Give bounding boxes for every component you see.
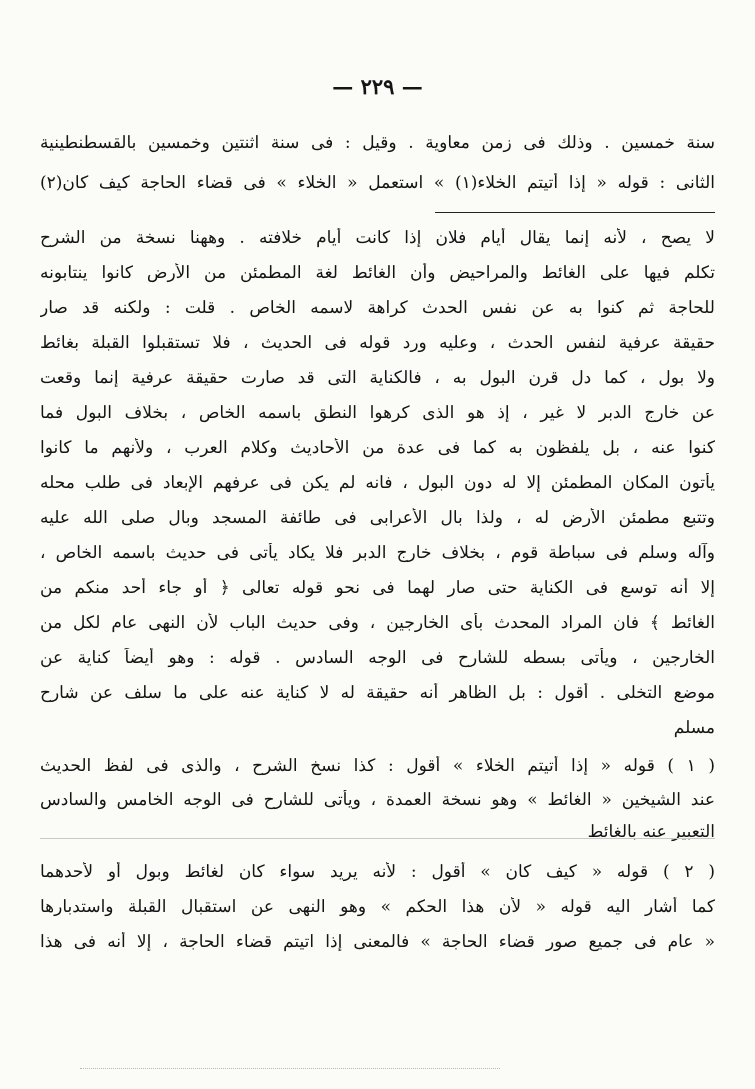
commentary-line-4: حقيقة عرفية لنفس الحدث ، وعليه ورد قوله فى الحديث ، فلا تستقبلوا القبلة بغائط [40,333,715,353]
section-divider [435,212,715,213]
commentary-line-6: عن خارج الدبر لا غير ، إذ هو الذى كرهوا النطق باسمه الخاص ، بخلاف البول فما [40,403,715,423]
footnote-1-line-1: ( ١ ) قوله « إذا أتيتم الخلاء » أقول : كذا نسخ الشرح ، والذى فى لفظ الحديث [40,756,715,776]
main-text-line-1: سنة خمسين . وذلك فى زمن معاوية . وقيل : فى سنة اثنتين وخمسين بالقسطنطينية [40,133,715,153]
commentary-line-2: تكلم فيها على الغائط والمراحيض وأن الغائط لغة المطمئن من الأرض كانوا ينتابونه [40,263,715,283]
commentary-line-10: وآله وسلم فى سباطة قوم ، بخلاف خارج الدبر فلا يكاد يأتى فى حديث باسمه الخاص ، [40,543,715,563]
commentary-line-11: إلا أنه توسع فى الكناية حتى صار لهما فى نحو قوله تعالى ﴿ أو جاء أحد منكم من [40,578,715,598]
page-smudge [80,1068,500,1069]
commentary-line-13: الخارجين ، ويأتى بسطه للشارح فى الوجه السادس . قوله : وهو أيضاً كناية عن [40,648,715,668]
page-number: — ٢٢٩ — [332,74,423,99]
commentary-line-5: ولا بول ، كما دل قرن البول به ، فالكناية التى قد صارت حقيقة عرفية إنما وقعت [40,368,715,388]
footnote-2-line-3: « عام فى جميع صور قضاء الحاجة » فالمعنى إذا اتيتم قضاء الحاجة ، إلا أنه فى هذا [40,932,715,952]
commentary-line-9: وتتبع مطمئن الأرض له ، ولذا بال الأعرابى فى طائفة المسجد وبال صلى الله عليه [40,508,715,528]
commentary-line-8: يأتون المكان المطمئن إلا له دون البول ، فانه لم يكن فى عرفهم الإبعاد فى طلب محله [40,473,715,493]
footnote-1-line-3: التعبير عنه بالغائط [587,822,715,842]
commentary-line-7: كنوا عنه ، بل يلفظون به كما فى عدة من الأحاديث وكلام العرب ، ولأنهم ما كانوا [40,438,715,458]
commentary-line-3: للحاجة ثم كنوا به عن نفس الحدث كراهة لاسمه الخاص . قلت : ولكنه قد صار [40,298,715,318]
main-text-line-2: الثانى : قوله « إذا أتيتم الخلاء(١) » استعمل « الخلاء » فى قضاء الحاجة كيف كان(٢) [40,173,715,193]
commentary-line-1: لا يصح ، لأنه إنما يقال أيام فلان إذا كانت أيام خلافته . وههنا نسخة من الشرح [40,228,715,248]
commentary-line-15: مسلم [673,718,715,738]
footnote-2-line-1: ( ٢ ) قوله « كيف كان » أقول : لأنه يريد سواء كان لغائط وبول أو لأحدهما [40,862,715,882]
commentary-line-14: موضع التخلى . أقول : بل الظاهر أنه حقيقة له لا كناية عنه على ما سلف عن شارح [40,683,715,703]
footnote-divider [40,838,715,839]
commentary-line-12: الغائط ﴾ فان المراد المحدث بأى الخارجين ، وفى حديث الباب لأن النهى عام لكل من [40,613,715,633]
footnote-1-line-2: عند الشيخين « الغائط » وهو نسخة العمدة ، ويأتى للشارح فى الوجه الخامس والسادس [40,790,715,810]
footnote-2-line-2: كما أشار اليه قوله « لأن هذا الحكم » وهو النهى عن استقبال القبلة واستدبارها [40,897,715,917]
